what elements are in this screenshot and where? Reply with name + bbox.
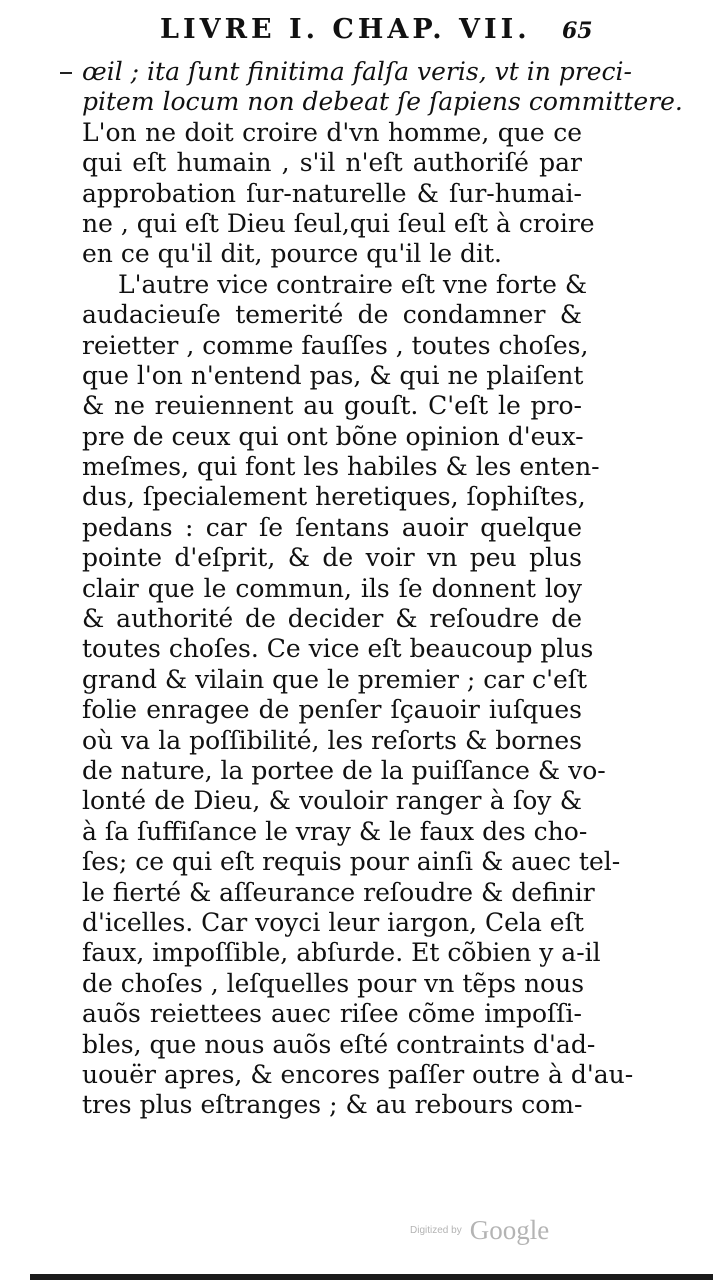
text-line: de nature, la portee de la puiſſance & vo- xyxy=(82,755,606,785)
text-line: qui eſt humain , s'il n'eſt authoriſé par xyxy=(82,148,582,178)
text-line: bles, que nous auõs eſté contraints d'ad- xyxy=(82,1029,596,1059)
text-line: où va la poſſibilité, les reſorts & bornes xyxy=(82,725,582,755)
text-line: reietter , comme fauſſes , toutes choſes, xyxy=(82,330,589,360)
text-line: tres plus eſtranges ; & au rebours com- xyxy=(82,1090,583,1120)
text-line: meſmes, qui font les habiles & les enten- xyxy=(82,452,600,482)
text-line: L'on ne doit croire d'vn homme, que ce xyxy=(82,117,582,147)
text-line: pointe d'eſprit, & de voir vn peu plus xyxy=(82,543,582,573)
text-line: d'icelles. Car voyci leur iargon, Cela eſt xyxy=(82,907,584,937)
text-line: faux, impoſſible, abſurde. Et cõbien y a-il xyxy=(82,938,601,968)
text-line: ſes; ce qui eſt requis pour ainſi & auec tel- xyxy=(82,847,621,877)
scan-edge-rule xyxy=(30,1274,713,1280)
text-line: toutes choſes. Ce vice eſt beaucoup plus xyxy=(82,634,594,664)
text-line: que l'on n'entend pas, & qui ne plaiſent xyxy=(82,360,584,390)
text-line: grand & vilain que le premier ; car c'eſt xyxy=(82,664,588,694)
watermark-prefix: Digitized by xyxy=(410,1225,462,1236)
text-line: uouër apres, & encores paſſer outre à d'au- xyxy=(82,1059,634,1089)
text-line: & authorité de decider & reſoudre de xyxy=(82,604,582,634)
text-line: audacieuſe temerité de condamner & xyxy=(82,300,582,330)
text-line: folie enragee de penſer ſçauoir iuſques xyxy=(82,695,582,725)
text-line: approbation ſur-naturelle & ſur-humai- xyxy=(82,178,582,208)
text-line: pitem locum non debeat ſe ſapiens committere. xyxy=(82,87,683,117)
text-line: en ce qu'il dit, pource qu'il le dit. xyxy=(82,239,502,269)
text-line: L'autre vice contraire eſt vne forte & xyxy=(118,269,588,299)
text-line: de choſes , leſquelles pour vn tẽps nous xyxy=(82,968,585,998)
text-line: auõs reiettees auec riſee cõme impoſſi- xyxy=(82,999,582,1029)
text-line: pre de ceux qui ont bõne opinion d'eux- xyxy=(82,421,584,451)
text-line: clair que le commun, ils ſe donnent loy xyxy=(82,573,582,603)
google-logo: Google xyxy=(469,1215,550,1245)
text-line: le fierté & aſſeurance reſoudre & definir xyxy=(82,877,595,907)
page-number: 65 xyxy=(562,18,593,44)
margin-mark xyxy=(60,72,72,74)
digitized-by-google-watermark xyxy=(410,1215,549,1246)
running-title: LIVRE I. CHAP. VII. xyxy=(160,14,531,45)
text-line: lonté de Dieu, & vouloir ranger à ſoy & xyxy=(82,786,582,816)
text-line: pedans : car ſe ſentans auoir quelque xyxy=(82,512,582,542)
text-line: à ſa ſuffiſance le vray & le faux des cho- xyxy=(82,816,588,846)
text-line: ne , qui eſt Dieu ſeul,qui ſeul eſt à croire xyxy=(82,208,595,238)
text-line: dus, ſpecialement heretiques, ſophiſtes, xyxy=(82,482,586,512)
body-text xyxy=(82,57,683,1121)
text-line: œil ; ita ſunt finitima falſa veris, vt in preci- xyxy=(82,57,632,86)
text-line: & ne reuiennent au gouſt. C'eſt le pro- xyxy=(82,391,582,421)
